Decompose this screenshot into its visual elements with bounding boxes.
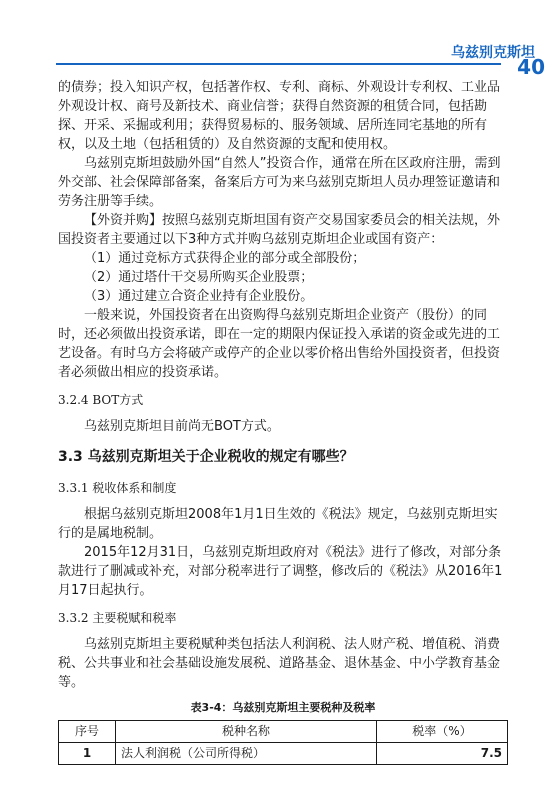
section-heading-3-2-4: 3.2.4 BOT方式 xyxy=(58,393,144,407)
paragraph-mna-intro: 【外资并购】按照乌兹别克斯坦国有资产交易国家委员会的相关法规，外国投资者主要通过以下3种方式并购乌兹别克斯坦企业或国有资产： xyxy=(58,213,501,247)
paragraph-tax-types: 乌兹别克斯坦主要税赋种类包括法人利润税、法人财产税、增值税、消费税、公共事业和社会基础设施发展税、道路基金、退休基金、中小学教育基金等。 xyxy=(58,637,501,690)
tax-rate-table xyxy=(58,720,508,765)
page-number: 40 xyxy=(517,55,545,79)
paragraph-tax-law: 根据乌兹别克斯坦2008年1月1日生效的《税法》规定，乌兹别克斯坦实行的是属地税制。 xyxy=(58,507,498,541)
table-caption: 表3-4：乌兹别克斯坦主要税种及税率 xyxy=(190,701,376,714)
cell-no: 1 xyxy=(59,743,116,765)
column-header-no: 序号 xyxy=(59,721,116,743)
column-header-name: 税种名称 xyxy=(116,721,377,743)
paragraph-natural-person: 乌兹别克斯坦鼓励外国“自然人”投资合作，通常在所在区政府注册，需到外交部、社会保障部备案，备案后方可为来乌兹别克斯坦人员办理签证邀请和劳务注册等手续。 xyxy=(58,156,501,209)
column-header-rate: 税率（%） xyxy=(377,721,508,743)
section-heading-3-3: 3.3 乌兹别克斯坦关于企业税收的规定有哪些？ xyxy=(58,449,354,465)
paragraph-tax-amendment: 2015年12月31日，乌兹别克斯坦政府对《税法》进行了修改，对部分条款进行了删减或补充，对部分税率进行了调整，修改后的《税法》从2016年1月17日起执行。 xyxy=(58,545,503,598)
paragraph-bot: 乌兹别克斯坦目前尚无BOT方式。 xyxy=(84,419,280,434)
header-title: 乌兹别克斯坦 xyxy=(451,45,535,61)
mna-method-item: （1）通过竞标方式获得企业的部分或全部股份； xyxy=(84,251,366,266)
paragraph-investment-forms: 的债券；投入知识产权，包括著作权、专利、商标、外观设计专利权、工业品外观设计权、商号及新技术、商业信誉；获得自然资源的租赁合同，包括勘探、开采、采掘或利用；获得贸易标的、服务领域、居所连同宅基地的所有权，以及土地（包括租赁的）及自然资源的支配和使用权。 xyxy=(58,80,501,152)
cell-tax-name: 法人利润税（公司所得税） xyxy=(116,743,377,765)
header-rule xyxy=(56,63,501,65)
cell-tax-rate: 7.5 xyxy=(377,743,508,765)
mna-method-item: （2）通过塔什干交易所购买企业股票； xyxy=(84,270,314,285)
table-header-row xyxy=(59,721,508,743)
section-heading-3-3-1: 3.3.1 税收体系和制度 xyxy=(58,481,177,495)
section-heading-3-3-2: 3.3.2 主要税赋和税率 xyxy=(58,611,177,625)
table-row xyxy=(59,743,508,765)
paragraph-investment-commitment: 一般来说，外国投资者在出资购得乌兹别克斯坦企业资产（股份）的同时，还必须做出投资承诺，即在一定的期限内保证投入承诺的资金或先进的工艺设备。有时乌方会将破产或停产的企业以零价格出售给外国投资者，但投资者必须做出相应的投资承诺。 xyxy=(58,308,501,380)
mna-method-item: （3）通过建立合资企业持有企业股份。 xyxy=(84,289,314,304)
page-body xyxy=(58,78,508,765)
